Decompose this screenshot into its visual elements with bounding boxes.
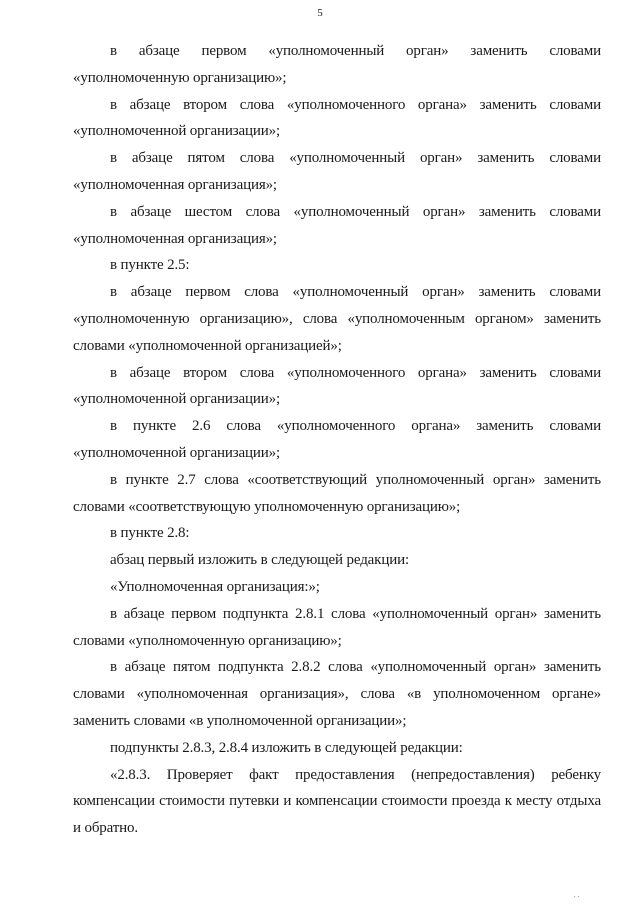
document-body — [73, 38, 601, 842]
paragraph-3: в абзаце пятом слова «уполномоченный орган» заменить словами «уполномоченная организация»; — [73, 150, 601, 193]
paragraph-4: в абзаце шестом слова «уполномоченный орган» заменить словами «уполномоченная организация»; — [73, 203, 601, 247]
paragraph-14: в абзаце пятом подпункта 2.8.2 слова «уполномоченный орган» заменить словами «уполномоченная организация», слова «в уполномоченном органе» заменить словами «в уполномоченной организации»; — [73, 659, 601, 729]
paragraph-11: абзац первый изложить в следующей редакции: — [110, 552, 409, 569]
paragraph-8: в пункте 2.6 слова «уполномоченного органа» заменить словами «уполномоченной организации»; — [73, 418, 601, 461]
paragraph-2: в абзаце втором слова «уполномоченного органа» заменить словами «уполномоченной организации»; — [73, 96, 601, 140]
paragraph-13: в абзаце первом подпункта 2.8.1 слова «уполномоченный орган» заменить словами «уполномоченную организацию»; — [73, 605, 601, 649]
paragraph-12: «Уполномоченная организация:»; — [110, 578, 320, 595]
paragraph-5: в пункте 2.5: — [110, 257, 190, 274]
page-number: 5 — [317, 7, 323, 19]
paragraph-6: в абзаце первом слова «уполномоченный орган» заменить словами «уполномоченную организацию», слова «уполномоченным органом» заменить словами «уполномоченной организацией»; — [73, 284, 601, 354]
paragraph-16: «2.8.3. Проверяет факт предоставления (непредоставления) ребенку компенсации стоимости путевки и компенсации стоимости проезда к месту отдыха и обратно. — [73, 766, 601, 837]
paragraph-15: подпункты 2.8.3, 2.8.4 изложить в следующей редакции: — [110, 739, 463, 756]
footer-mark: · · — [573, 893, 580, 901]
paragraph-1: в абзаце первом «уполномоченный орган» заменить словами «уполномоченную организацию»; — [73, 43, 601, 86]
paragraph-7: в абзаце втором слова «уполномоченного органа» заменить словами «уполномоченной организации»; — [73, 364, 601, 408]
paragraph-9: в пункте 2.7 слова «соответствующий уполномоченный орган» заменить словами «соответствующую уполномоченную организацию»; — [73, 471, 601, 515]
paragraph-10: в пункте 2.8: — [110, 525, 190, 542]
